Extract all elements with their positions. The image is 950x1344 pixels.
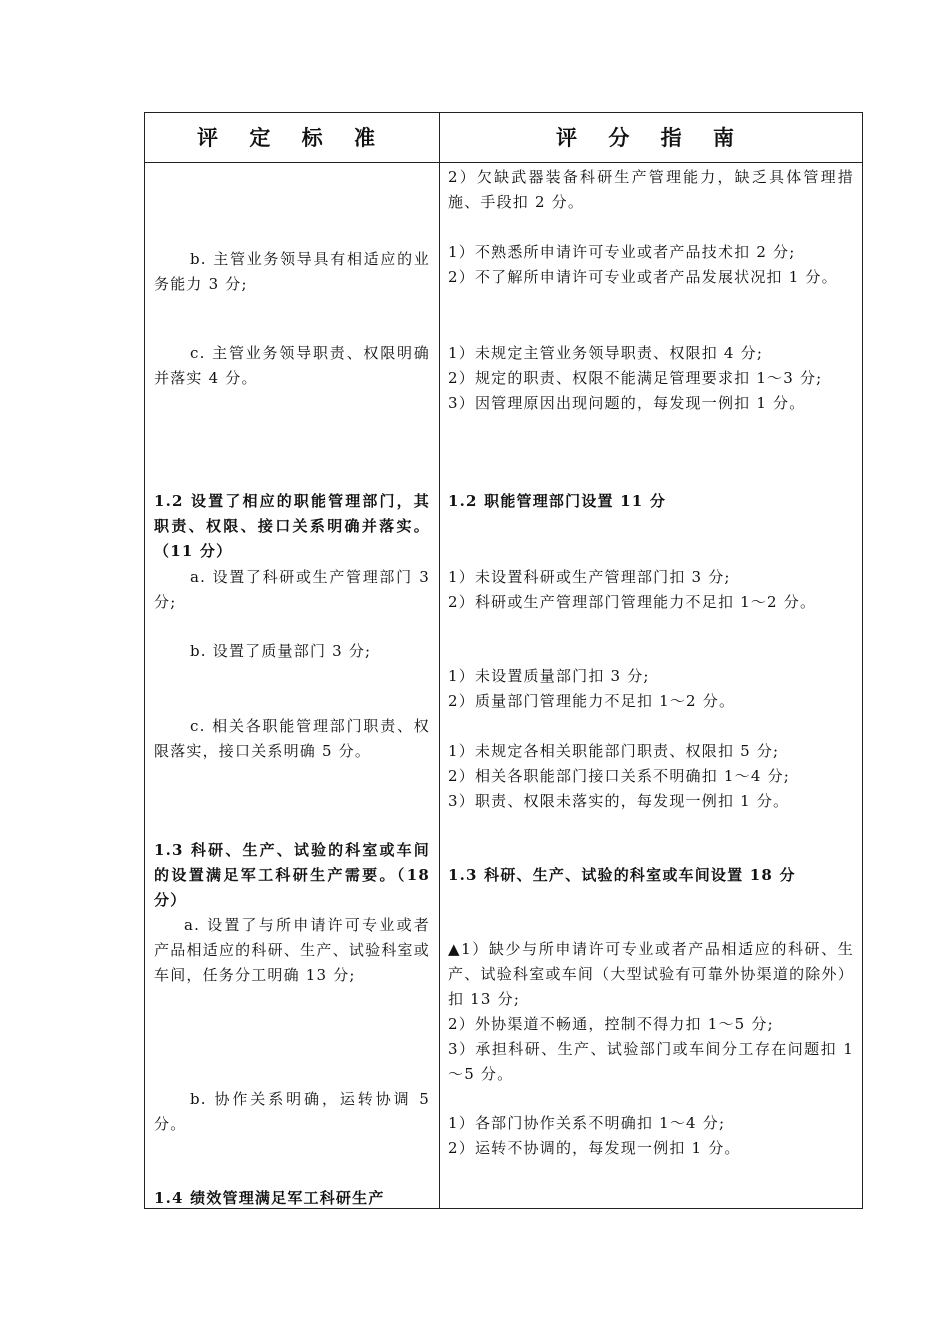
guide-1-3-title: 1.3 科研、生产、试验的科室或车间设置 18 分 (448, 866, 796, 884)
guide-management-ability: 2）欠缺武器装备科研生产管理能力，缺乏具体管理措施、手段扣 2 分。 (448, 168, 854, 211)
criterion-b-leader-ability: b. 主管业务领导具有相适应的业务能力 3 分; (154, 250, 430, 293)
criterion-1-3-b: b. 协作关系明确，运转协调 5 分。 (154, 1090, 430, 1133)
criterion-1-2-a: a. 设置了科研或生产管理部门 3 分; (154, 568, 430, 611)
section-1-2-title: 1.2 设置了相应的职能管理部门，其职责、权限、接口关系明确并落实。（11 分） (154, 492, 430, 560)
guide-1-3-b: 1）各部门协作关系不明确扣 1～4 分; 2）运转不协调的，每发现一例扣 1 分。 (448, 1114, 741, 1157)
standards-table (144, 112, 863, 1209)
guide-1-2-b: 1）未设置质量部门扣 3 分; 2）质量部门管理能力不足扣 1～2 分。 (448, 667, 736, 710)
section-1-3-title: 1.3 科研、生产、试验的科室或车间的设置满足军工科研生产需要。（18 分） (154, 841, 430, 909)
guide-leader-duties: 1）未规定主管业务领导职责、权限扣 4 分; 2）规定的职责、权限不能满足管理要求扣 1～3 分; 3）因管理原因出现问题的，每发现一例扣 1 分。 (448, 344, 823, 412)
column-divider (439, 113, 440, 1208)
header-guide: 评 分 指 南 (556, 125, 746, 150)
criterion-1-3-a: a. 设置了与所申请许可专业或者产品相适应的科研、生产、试验科室或车间，任务分工明确 13 分; (154, 916, 430, 984)
criterion-c-leader-duties: c. 主管业务领导职责、权限明确并落实 4 分。 (154, 344, 430, 387)
header-criteria: 评 定 标 准 (197, 125, 387, 150)
guide-1-2-a: 1）未设置科研或生产管理部门扣 3 分; 2）科研或生产管理部门管理能力不足扣 1～2 分。 (448, 568, 817, 611)
criterion-1-2-b: b. 设置了质量部门 3 分; (190, 642, 372, 660)
header-divider (145, 162, 862, 163)
guide-1-3-a: ▲1）缺少与所申请许可专业或者产品相适应的科研、生产、试验科室或车间（大型试验有可靠外协渠道的除外）扣 13 分; 2）外协渠道不畅通，控制不得力扣 1～5 分; 3）承担科研、生产、试验部门或车间分工存在问题扣 1～5 分。 (448, 940, 854, 1083)
guide-1-2-c: 1）未规定各相关职能部门职责、权限扣 5 分; 2）相关各职能部门接口关系不明确扣 1～4 分; 3）职责、权限未落实的，每发现一例扣 1 分。 (448, 742, 791, 810)
guide-leader-ability: 1）不熟悉所申请许可专业或者产品技术扣 2 分; 2）不了解所申请许可专业或者产品发展状况扣 1 分。 (448, 243, 838, 286)
criterion-1-2-c: c. 相关各职能管理部门职责、权限落实，接口关系明确 5 分。 (154, 717, 430, 760)
section-1-4-title: 1.4 绩效管理满足军工科研生产 (154, 1189, 385, 1207)
guide-1-2-title: 1.2 职能管理部门设置 11 分 (448, 492, 667, 510)
